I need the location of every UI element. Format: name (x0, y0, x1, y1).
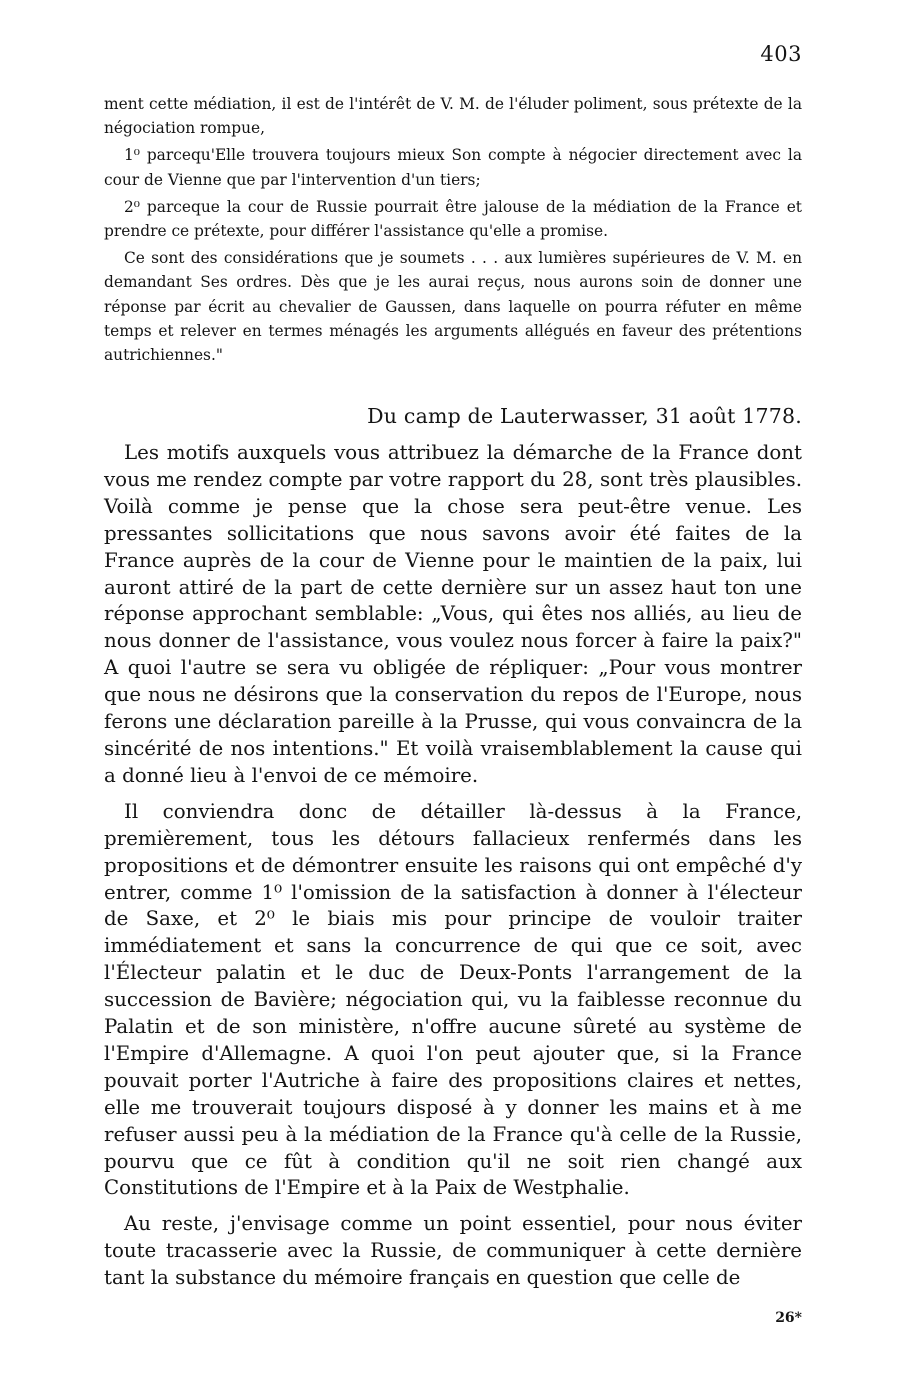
quoted-paragraph: 2⁰ parceque la cour de Russie pourrait être jalouse de la médiation de la France et prendre ce prétexte, pour différer l'assistance qu'elle a promise. (104, 197, 802, 241)
page-number: 403 (760, 42, 802, 66)
letter-body (104, 440, 802, 1292)
letter-paragraph: Les motifs auxquels vous attribuez la démarche de la France dont vous me rendez compte par votre rapport du 28, sont très plausibles. Voilà comme je pense que la chose sera peut-être venue. Les pressantes sollicitations que nous savons avoir été faites de la France auprès de la cour de Vienne pour le maintien de la paix, lui auront attiré de la part de cette dernière sur un assez haut ton une réponse approchant semblable: „Vous, qui êtes nos alliés, au lieu de nous donner de l'assistance, vous voulez nous forcer à faire la paix?" A quoi l'autre se sera vu obligée de répliquer: „Pour vous montrer que nous ne désirons que la conservation du repos de l'Europe, nous ferons une déclaration pareille à la Prusse, qui vous convaincra de la sincérité de nos intentions." Et voilà vraisemblablement la cause qui a donné lieu à l'envoi de ce mémoire. (104, 441, 802, 787)
printer-signature-mark: 26* (775, 1310, 802, 1326)
quoted-paragraph: Ce sont des considérations que je soumets . . . aux lumières supérieures de V. M. en demandant Ses ordres. Dès que je les aurai reçus, nous aurons soin de donner une réponse par écrit au chevalier de Gaussen, dans laquelle on pourra réfuter en même temps et relever en termes ménagés les arguments allégués en faveur des prétentions autrichiennes." (104, 249, 802, 365)
quoted-paragraph: ment cette médiation, il est de l'intérêt de V. M. de l'éluder poliment, sous prétexte de la négociation rompue, (104, 95, 802, 138)
letter-paragraph: Il conviendra donc de détailler là-dessus à la France, premièrement, tous les détours fallacieux renfermés dans les propositions et de démontrer ensuite les raisons qui ont empêché d'y entrer, comme 1⁰ l'omission de la satisfaction à donner à l'électeur de Saxe, et 2⁰ le biais mis pour principe de vouloir traiter immédiatement et sans la concurrence de qui que ce soit, avec l'Électeur palatin et le duc de Deux-Ponts l'arrangement de la succession de Bavière; négociation qui, vu la faiblesse reconnue du Palatin et de son ministère, n'offre aucune sûreté au système de l'Empire d'Allemagne. A quoi l'on peut ajouter que, si la France pouvait porter l'Autriche à faire des propositions claires et nettes, elle me trouverait toujours disposé à y donner les mains et à me refuser aussi peu à la médiation de la France qu'à celle de la Russie, pourvu que ce fût à condition qu'il ne soit rien changé aux Constitutions de l'Empire et à la Paix de Westphalie. (104, 799, 802, 1200)
letter-paragraph: Au reste, j'envisage comme un point essentiel, pour nous éviter toute tracasserie avec la Russie, de communiquer à cette dernière tant la substance du mémoire français en question que celle de (104, 1212, 802, 1290)
letter-dateline: Du camp de Lauterwasser, 31 août 1778. (367, 404, 802, 428)
quoted-report-block (104, 92, 802, 367)
quoted-paragraph: 1⁰ parcequ'Elle trouvera toujours mieux Son compte à négocier directement avec la cour de Vienne que par l'intervention d'un tiers; (104, 146, 802, 189)
